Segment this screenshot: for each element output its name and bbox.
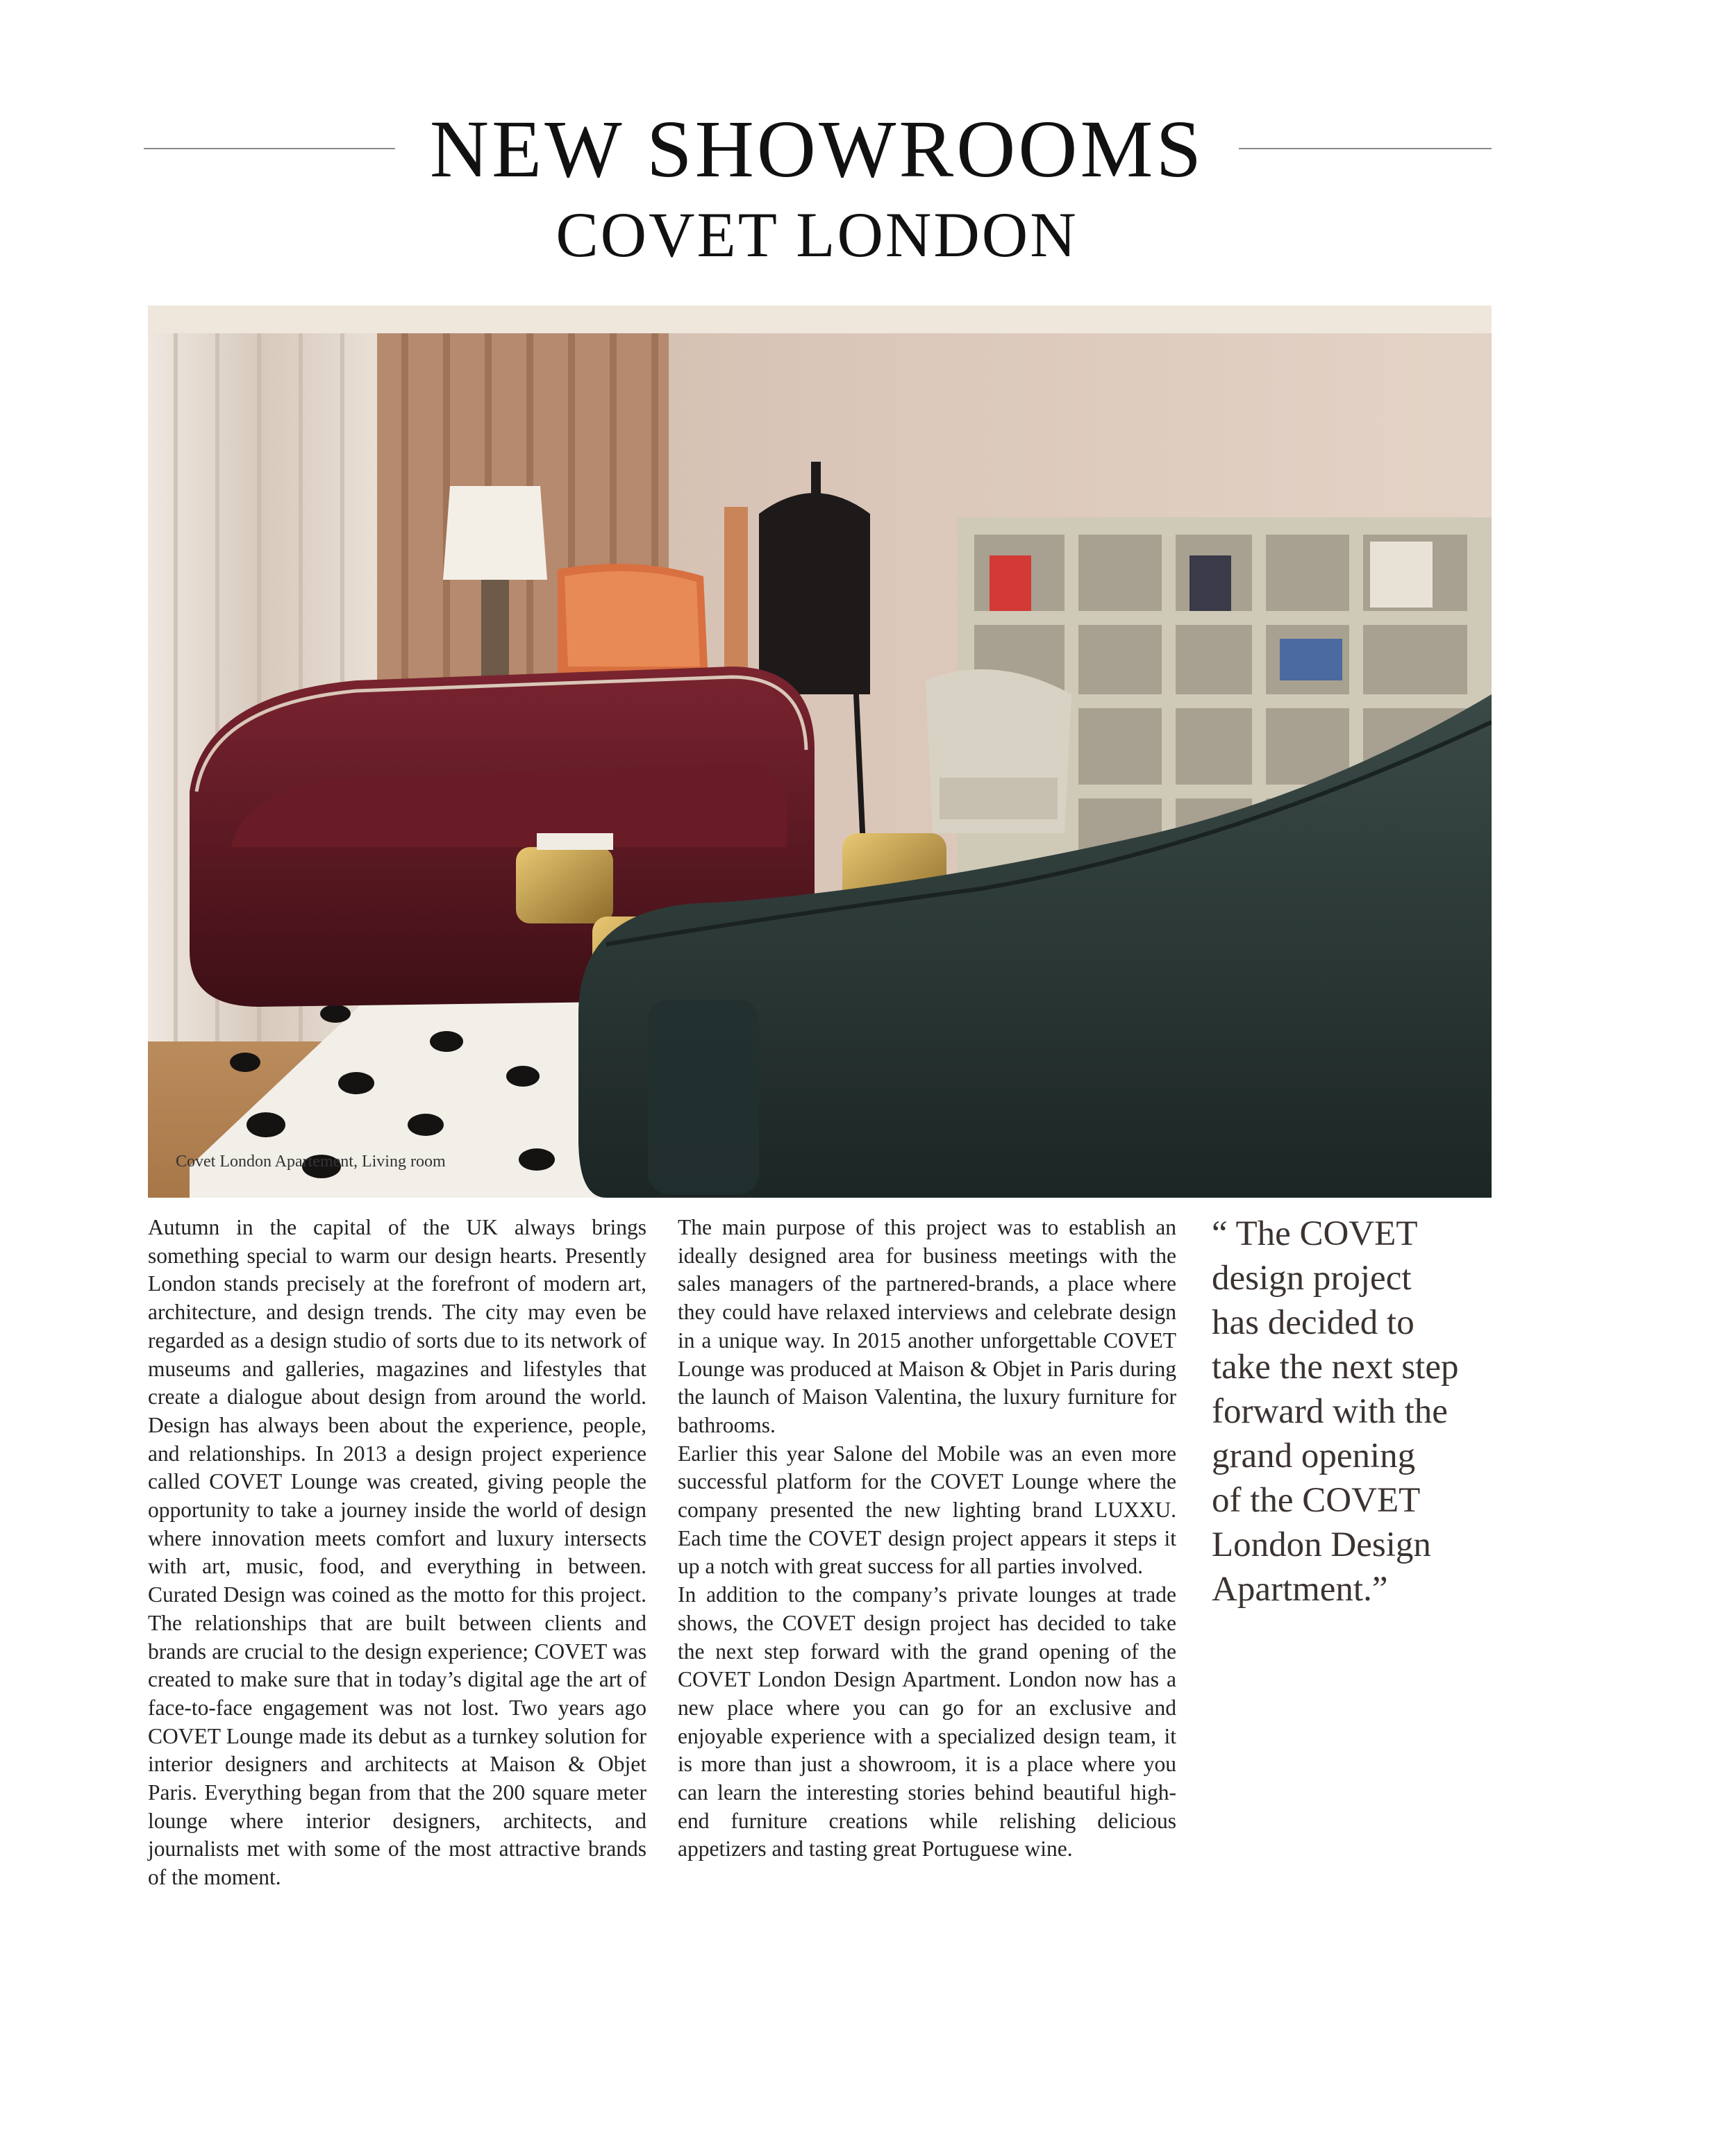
pull-quote-line: grand opening [1212, 1437, 1416, 1475]
column2-paragraph-2: Earlier this year Salone del Mobile was an even more successful platform for the COVET Lounge where the company presented the new lighting brand LUXXU. Each time the COVET design project appears it steps it up a notch with great success for all parties involved. [678, 1441, 1176, 1579]
page-subtitle: COVET LONDON [556, 199, 1078, 270]
pull-quote-line: of the COVET [1212, 1481, 1421, 1520]
pull-quote-line: “ The COVET [1212, 1214, 1418, 1253]
pull-quote-line: London Design [1212, 1525, 1431, 1564]
photo-caption: Covet London Apartement, Living room [176, 1153, 446, 1171]
column2-paragraph-3: In addition to the company’s private lounges at trade shows, the COVET design project has decided to take the next step forward with the grand opening of the COVET London Design Apartment. London now has a new place where you can go for an exclusive and enjoyable experience with a specialized design team, it is more than just a showroom, it is a place where you can learn the interesting stories behind beautiful high-end furniture creations while relishing delicious appetizers and tasting great Portuguese wine. [678, 1582, 1176, 1861]
column1-text: Autumn in the capital of the UK always brings something special to warm our design hearts. Presently London stands precisely at the forefront of modern art, architecture, and design trends. The city may even be regarded as a design studio of sorts due to its network of museums and galleries, magazines and lifestyles that create a dialogue about design from around the world. Design has always been about the experience, people, and relationships. In 2013 a design project experience called COVET Lounge was created, giving people the opportunity to take a journey inside the world of design where innovation meets comfort and luxury intersects with art, music, food, and everything in between. Curated Design was coined as the motto for this project. The relationships that are built between clients and brands are crucial to the design experience; COVET was created to make sure that in today’s digital age the art of face-to-face engagement was not lost. Two years ago COVET Lounge made its debut as a turnkey solution for interior designers and architects at Maison & Objet Paris. Everything began from that the 200 square meter lounge where interior designers, architects, and journalists met with some of the most attractive brands of the moment. [148, 1215, 646, 1890]
living-room-photo [148, 306, 1492, 1198]
pull-quote-line: has decided to [1212, 1303, 1414, 1342]
pull-quote [1212, 1212, 1503, 1612]
column2-paragraph-1: The main purpose of this project was to establish an ideally designed area for business meetings with the sales managers of the partnered-brands, a place where they could have relaxed interviews and celebrate design in a unique way. In 2015 another unforgettable COVET Lounge was produced at Maison & Objet in Paris during the launch of Maison Valentina, the luxury furniture for bathrooms. [678, 1215, 1176, 1437]
living-room-illustration [148, 306, 1492, 1198]
pull-quote-line: Apartment.” [1212, 1570, 1388, 1609]
page-title: NEW SHOWROOMS [429, 103, 1205, 194]
pull-quote-line: forward with the [1212, 1392, 1448, 1431]
pull-quote-line: design project [1212, 1259, 1412, 1298]
pull-quote-line: take the next step [1212, 1348, 1459, 1387]
article-column-1 [148, 1214, 646, 1892]
article-column-2 [678, 1214, 1176, 1864]
